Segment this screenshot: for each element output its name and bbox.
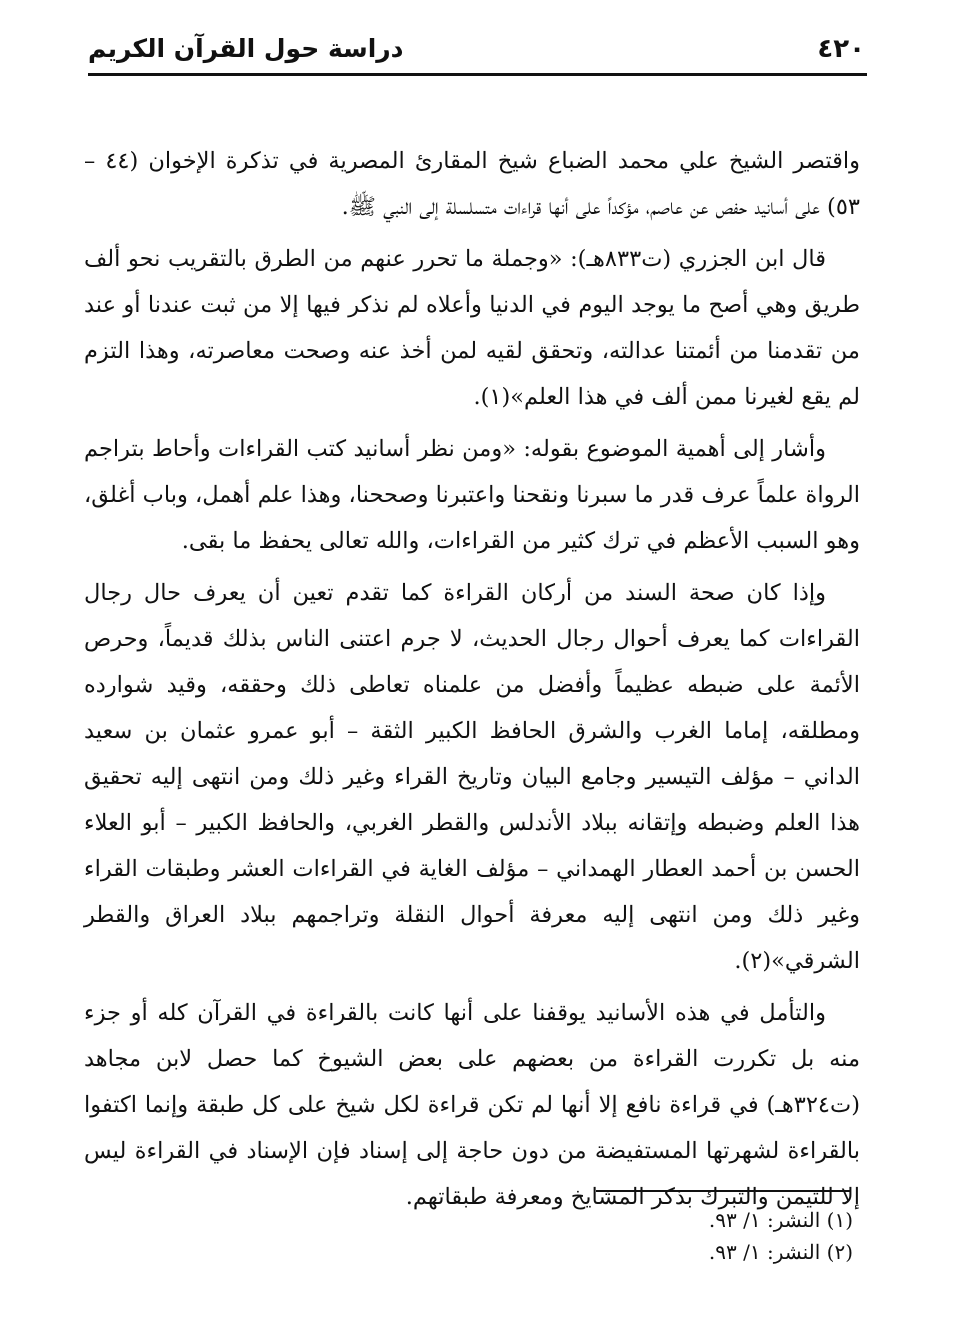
running-title: دراسة حول القرآن الكريم xyxy=(88,34,404,63)
footnote-2: (٢) النشر: ١/ ٩٣. xyxy=(708,1240,853,1264)
header-rule xyxy=(88,73,867,76)
paragraph-4: وإذا كان صحة السند من أركان القراءة كما تقدم تعين أن يعرف حال رجال القراءات كما يعرف أحوال رجال الحديث، لا جرم اعتنى الناس بذلك قديماً، وحرص الأئمة على ضبطه عظيماً وأفضل من علمناه تعاطى ذلك وحققه، وقيد شوارده ومطلقه، إماما الغرب والشرق الحافظ الكبير الثقة – أبو عمرو عثمان بن سعيد الداني – مؤلف التيسير وجامع البيان وتاريخ القراء وغير ذلك ومن انتهى إليه تحقيق هذا العلم وضبطه وإتقانه ببلاد الأندلس والقطر الغربي، والحافظ الكبير – أبو العلاء الحسن بن أحمد العطار الهمداني – مؤلف الغاية في القراءات العشر وطبقات القراء وغير ذلك ومن انتهى إليه معرفة أحوال النقلة وتراجمهم ببلاد العراق والقطر الشرقي»(٢). xyxy=(84,580,860,974)
footnotes xyxy=(353,1204,853,1268)
page-number: ٤٢٠ xyxy=(817,34,865,64)
paragraph-2: قال ابن الجزري (ت٨٣٣هـ): «وجملة ما تحرر عنهم من الطرق بالتقريب نحو ألف طريق وهي أصح ما يوجد اليوم في الدنيا وأعلاه لم نذكر فيها إلا من ثبت عندنا أو عند من تقدمنا من أئمتنا عدالته، وتحقق لقيه لمن أخذ عنه وصحت معاصرته، وهذا التزم لم يقع لغيرنا ممن ألف في هذا العلم»(١). xyxy=(84,246,860,410)
paragraph-3: وأشار إلى أهمية الموضوع بقوله: «ومن نظر أسانيد كتب القراءات وأحاط بتراجم الرواة علماً عرف قدر ما سبرنا ونقحنا واعتبرنا وصححنا، وهذا علم أهمل، وباب أغلق، وهو السبب الأعظم في ترك كثير من القراءات، والله تعالى يحفظ ما بقى. xyxy=(84,436,860,554)
paragraph-5: والتأمل في هذه الأسانيد يوقفنا على أنها كانت بالقراءة في القرآن كله أو جزء منه بل تكررت القراءة من بعضهم على بعض الشيوخ كما حصل لابن مجاهد (ت٣٢٤هـ) في قراءة نافع إلا أنها لم تكن قراءة لكل شيخ على كل طبقة وإنما اكتفوا بالقراءة لشهرتها المستفيضة من دون حاجة إلى إسناد فإن الإسناد في القراءة ليس إلا للتيمن والتبرك بذكر المشايخ ومعرفة طبقاتهم. xyxy=(84,1000,860,1210)
footnote-rule xyxy=(596,1190,850,1192)
footnote-1: (١) النشر: ١/ ٩٣. xyxy=(708,1208,853,1232)
paragraph-1: واقتصر الشيخ علي محمد الضباع شيخ المقارئ المصرية في تذكرة الإخوان (٤٤ – ٥٣) على أسانيد حفص عن عاصم، مؤكداً على أنها قراءات متسلسلة إلى النبي ﷺ. xyxy=(84,148,860,220)
body-text xyxy=(84,138,860,1226)
page-header xyxy=(88,30,865,74)
